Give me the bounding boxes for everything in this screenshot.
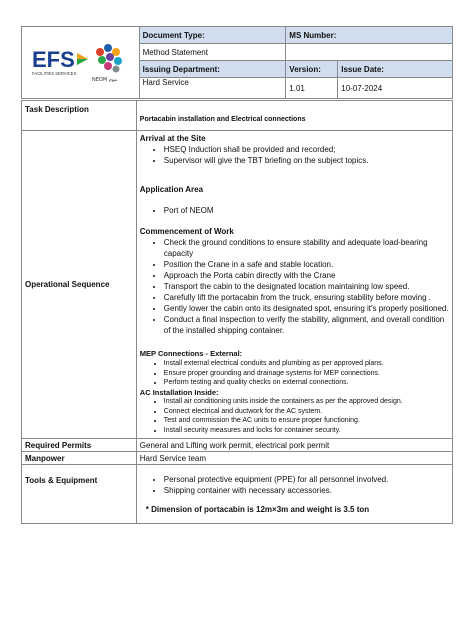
work-list	[140, 237, 449, 336]
version-label: Version:	[286, 61, 338, 78]
document-header-table	[21, 26, 453, 99]
list-item: • Install security measures and locks for container security.	[164, 426, 449, 436]
operational-sequence-content	[136, 131, 452, 439]
list-item: • Gently lower the cabin onto its designated spot, ensuring it's properly positioned.	[164, 303, 449, 314]
dimension-note: * Dimension of portacabin is 12m×3m and weight is 3.5 ton	[145, 505, 370, 514]
issuing-department-value: Hard Service	[139, 78, 286, 99]
ms-number-label: MS Number:	[286, 27, 453, 44]
logo-partner: NEOM نيوم	[92, 77, 118, 83]
manpower-value: Hard Service team	[136, 452, 452, 465]
issuing-department-label: Issuing Department:	[139, 61, 286, 78]
logo-brand-text: EFS	[32, 47, 75, 72]
arrival-title: Arrival at the Site	[139, 134, 206, 143]
list-item: • Install air conditioning units inside the containers as per the approved design.	[164, 397, 449, 407]
tools-list	[140, 474, 449, 496]
issue-date-value: 10-07-2024	[338, 78, 453, 99]
list-item: • Position the Crane in a safe and stable location.	[164, 259, 449, 270]
list-item: • Transport the cabin to the designated location maintaining low speed.	[164, 281, 449, 292]
operational-sequence-label: Operational Sequence	[22, 131, 137, 439]
list-item: • Approach the Porta cabin directly with the Crane	[164, 270, 449, 281]
list-item: • Conduct a final inspection to verify the stability, alignment, and overall condition of the installed shipping container.	[164, 314, 449, 336]
method-statement-table	[21, 100, 453, 524]
issue-date-label: Issue Date:	[338, 61, 453, 78]
task-description-label: Task Description	[22, 101, 137, 131]
manpower-label: Manpower	[22, 452, 137, 465]
efs-logo	[30, 39, 142, 85]
logo-cell	[22, 27, 140, 99]
neom-mark-icon	[96, 44, 122, 73]
ac-list	[140, 397, 449, 435]
task-description-value: Portacabin installation and Electrical connections	[136, 101, 452, 131]
list-item: • Perform testing and quality checks on external connections.	[164, 378, 449, 388]
list-item: • Test and commission the AC units to ensure proper functioning.	[164, 416, 449, 426]
list-item: • Carefully lift the portacabin from the truck, ensuring stability before moving .	[164, 292, 449, 303]
list-item: • HSEQ Induction shall be provided and recorded;	[164, 144, 449, 155]
version-value: 1.01	[286, 78, 338, 99]
list-item: • Check the ground conditions to ensure stability and adequate load-bearing capacity	[164, 237, 449, 259]
mep-title: MEP Connections - External:	[139, 349, 243, 358]
tools-equipment-label: Tools & Equipment	[22, 465, 137, 524]
list-item: • Ensure proper grounding and drainage systems for MEP connections.	[164, 369, 449, 379]
tools-equipment-content	[136, 465, 452, 524]
list-item: • Install external electrical conduits and plumbing as per approved plans.	[164, 359, 449, 369]
required-permits-value: General and Lifting work permit, electrical pork permit	[136, 439, 452, 452]
application-area-list	[140, 205, 449, 216]
ac-title: AC Installation Inside:	[139, 387, 219, 397]
list-item: • Supervisor will give the TBT briefing on the subject topics.	[164, 155, 449, 166]
list-item: • Personal protective equipment (PPE) for all personnel involved.	[164, 474, 449, 485]
application-area-title: Application Area	[139, 185, 204, 194]
required-permits-label: Required Permits	[22, 439, 137, 452]
list-item: • Port of NEOM	[164, 205, 449, 216]
work-title: Commencement of Work	[139, 227, 234, 236]
mep-list	[140, 359, 449, 388]
document-type-value: Method Statement	[139, 44, 286, 61]
list-item: • Connect electrical and ductwork for the AC system.	[164, 407, 449, 417]
arrival-list	[140, 144, 449, 166]
document-type-label: Document Type:	[139, 27, 286, 44]
ms-number-value	[286, 44, 453, 61]
list-item: • Shipping container with necessary accessories.	[164, 485, 449, 496]
logo-tagline: FACILITIES SERVICES	[32, 71, 77, 76]
